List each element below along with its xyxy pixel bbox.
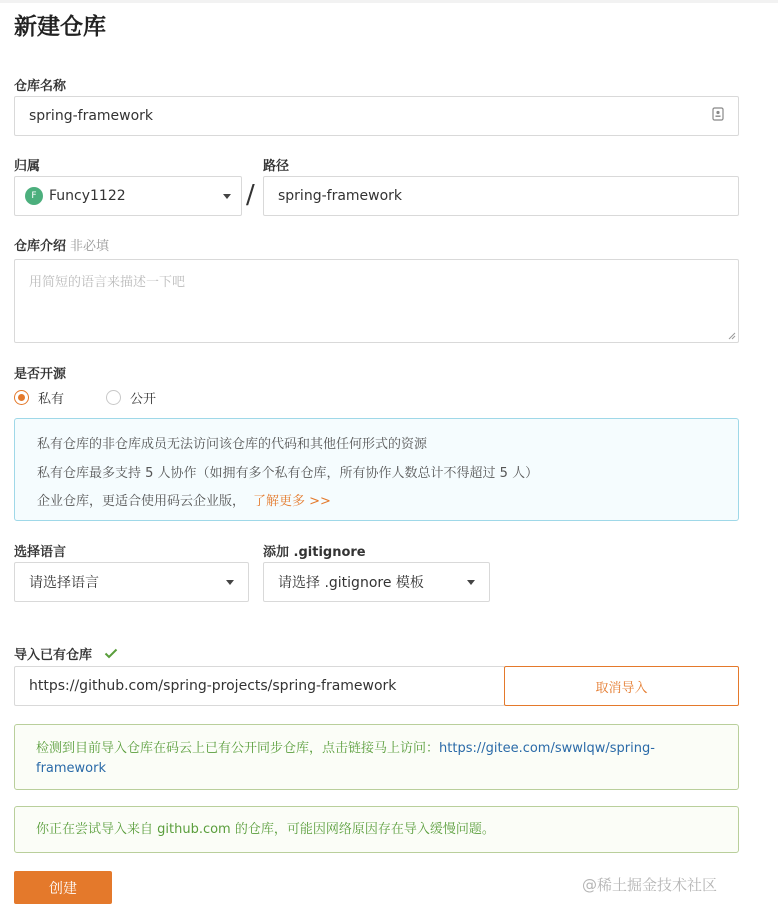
top-divider bbox=[0, 0, 778, 3]
path-value: spring-framework bbox=[278, 188, 403, 204]
description-textarea[interactable] bbox=[14, 259, 739, 343]
path-input[interactable] bbox=[263, 176, 739, 216]
description-placeholder: 用简短的语言来描述一下吧 bbox=[29, 275, 186, 290]
path-label: 路径 bbox=[263, 159, 290, 174]
info-line-1: 私有仓库的非仓库成员无法访问该仓库的代码和其他任何形式的资源 bbox=[37, 437, 428, 452]
gitignore-label: 添加 .gitignore bbox=[263, 545, 366, 560]
optional-hint: 非必填 bbox=[70, 239, 110, 254]
learn-more-link[interactable]: 了解更多 >> bbox=[253, 494, 331, 509]
language-label: 选择语言 bbox=[14, 545, 67, 560]
import-label-text: 导入已有仓库 bbox=[14, 648, 93, 663]
checkmark-icon bbox=[104, 648, 118, 659]
chevron-down-icon bbox=[467, 580, 475, 585]
page-title: 新建仓库 bbox=[14, 14, 106, 40]
visibility-label: 是否开源 bbox=[14, 367, 67, 382]
info-line-3 bbox=[37, 490, 331, 509]
create-button[interactable]: 创建 bbox=[14, 871, 112, 904]
import-url-value: https://github.com/spring-projects/spring-framework bbox=[29, 678, 397, 694]
path-separator: / bbox=[246, 180, 255, 210]
repo-name-label: 仓库名称 bbox=[14, 79, 67, 94]
sync-notice bbox=[14, 724, 739, 790]
gitignore-value: 请选择 .gitignore 模板 bbox=[278, 575, 424, 591]
repo-name-input[interactable] bbox=[14, 96, 739, 136]
radio-private-label: 私有 bbox=[38, 392, 65, 407]
radio-public-circle[interactable] bbox=[106, 390, 121, 405]
sync-notice-text: 检测到目前导入仓库在码云上已有公开同步仓库，点击链接马上访问： bbox=[36, 741, 440, 756]
language-select[interactable] bbox=[14, 562, 249, 602]
info-line-2: 私有仓库最多支持 5 人协作（如拥有多个私有仓库，所有协作人数总计不得超过 5 人） bbox=[37, 466, 539, 481]
owner-label: 归属 bbox=[14, 159, 41, 174]
resize-handle-icon[interactable] bbox=[728, 332, 736, 340]
import-label bbox=[14, 644, 118, 663]
network-notice bbox=[14, 806, 739, 853]
chevron-down-icon bbox=[223, 194, 231, 199]
description-label bbox=[14, 235, 109, 254]
avatar: F bbox=[25, 187, 43, 205]
repo-name-value: spring-framework bbox=[29, 108, 154, 124]
radio-private-circle[interactable] bbox=[14, 390, 29, 405]
import-url-input[interactable] bbox=[14, 666, 505, 706]
cancel-import-button[interactable]: 取消导入 bbox=[504, 666, 739, 706]
gitee-repo-link[interactable]: https://gitee.com/swwlqw/spring-framework bbox=[36, 741, 655, 776]
contact-card-icon[interactable] bbox=[712, 107, 724, 125]
owner-select[interactable] bbox=[14, 176, 242, 216]
network-notice-text: 你正在尝试导入来自 github.com 的仓库，可能因网络原因存在导入缓慢问题。 bbox=[36, 822, 495, 837]
gitignore-select[interactable] bbox=[263, 562, 490, 602]
chevron-down-icon bbox=[226, 580, 234, 585]
radio-public-label: 公开 bbox=[130, 392, 157, 407]
watermark: @稀土掘金技术社区 bbox=[582, 876, 718, 894]
owner-value: Funcy1122 bbox=[49, 188, 126, 204]
visibility-info-box bbox=[14, 418, 739, 521]
language-value: 请选择语言 bbox=[29, 575, 99, 591]
radio-public[interactable] bbox=[106, 388, 156, 407]
description-label-text: 仓库介绍 bbox=[14, 239, 67, 254]
radio-private[interactable] bbox=[14, 388, 64, 407]
info-line-3-text: 企业仓库，更适合使用码云企业版， bbox=[37, 494, 246, 509]
